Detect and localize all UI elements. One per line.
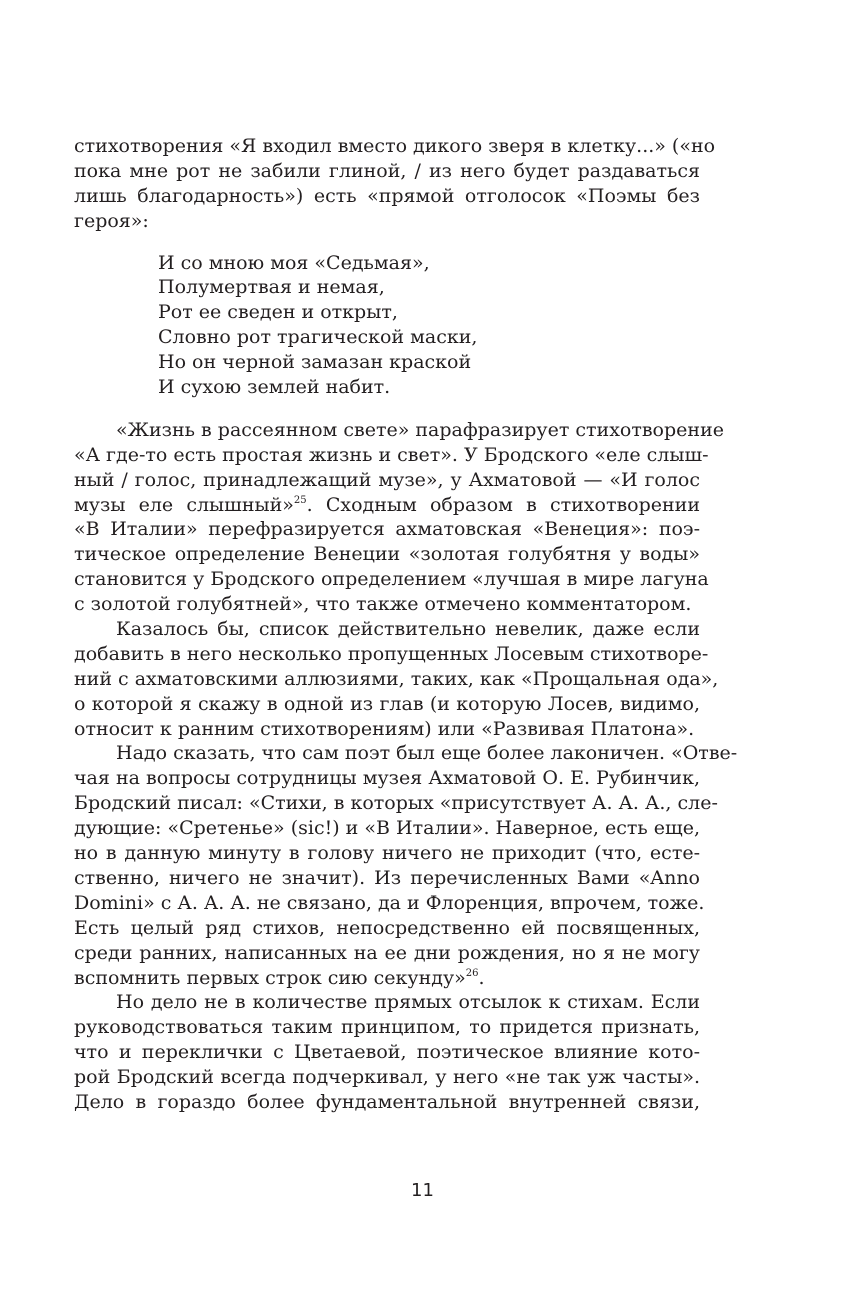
verse-line: Но он черной замазан краской	[158, 351, 472, 374]
verse-line: Рот ее сведен и открыт,	[158, 301, 398, 324]
text-line: героя»:	[74, 209, 149, 232]
text-line: «А где-то есть простая жизнь и свет». У Бродского «еле слыш-	[74, 443, 709, 466]
paragraph-1	[74, 134, 716, 234]
text-line: Есть целый ряд стихов, непосредственно ей посвященных,	[74, 916, 700, 939]
text-segment: . Сходным образом в стихотворении	[306, 493, 700, 516]
text-line: добавить в него несколько пропущенных Лосевым стихотворе-	[74, 642, 709, 665]
text-line: стихотворения «Я входил вместо дикого зверя в клетку...» («но	[74, 135, 716, 157]
text-segment: .	[478, 966, 485, 989]
text-line: чая на вопросы сотрудницы музея Ахматовой О. Е. Рубинчик,	[74, 767, 700, 790]
text-line: ный / голос, принадлежащий музе», у Ахматовой — «И голос	[74, 468, 700, 491]
text-line: ственно, ничего не значит). Из перечисленных Вами «Anno	[74, 866, 700, 889]
footnote-ref-26: 26	[465, 967, 479, 979]
text-line: Domini» с А. А. А. не связано, да и Флоренция, впрочем, тоже.	[74, 891, 705, 914]
page-number: 11	[411, 1180, 434, 1201]
paragraph-2	[74, 418, 724, 617]
paragraph-4	[74, 741, 738, 990]
text-line: Дело в гораздо более фундаментальной внутренней связи,	[74, 1090, 700, 1113]
verse-quote	[74, 251, 700, 400]
text-line: Но дело не в количестве прямых отсылок к стихам. Если	[116, 991, 700, 1014]
text-line: что и переклички с Цветаевой, поэтическое влияние кото-	[74, 1041, 700, 1064]
text-line: но в данную минуту в голову ничего не приходит (что, есте-	[74, 842, 700, 865]
footnote-ref-25: 25	[293, 494, 307, 506]
page-body	[74, 134, 738, 1115]
text-line: руководствоваться таким принципом, то придется признать,	[74, 1016, 700, 1039]
text-line: среди ранних, написанных на ее дни рождения, но я не могу	[74, 941, 700, 964]
verse-line: И сухою землей набит.	[158, 376, 391, 399]
text-line: Бродский писал: «Стихи, в которых «присутствует А. А. А., сле-	[74, 792, 718, 815]
text-line: Надо сказать, что сам поэт был еще более лаконичен. «Отве-	[116, 742, 738, 765]
verse-line: Словно рот трагической маски,	[158, 326, 478, 349]
text-line: «В Италии» перефразируется ахматовская «Венеция»: поэ-	[74, 518, 700, 541]
text-segment: музы еле слышный»	[74, 493, 294, 516]
text-line: пока мне рот не забили глиной, / из него будет раздаваться	[74, 159, 700, 182]
verse-line: И со мною моя «Седьмая»,	[158, 251, 430, 274]
paragraph-3	[74, 617, 719, 741]
text-line: тическое определение Венеции «золотая голубятня у воды»	[74, 543, 700, 566]
text-line: относит к ранним стихотворениям) или «Развивая Платона».	[74, 717, 695, 740]
verse-line: Полумертвая и немая,	[158, 276, 385, 299]
text-line: становится у Бродского определением «лучшая в мире лагуна	[74, 568, 709, 591]
text-line-with-footnote	[74, 966, 700, 991]
text-line: лишь благодарность») есть «прямой отголосок «Поэмы без	[74, 184, 700, 207]
text-line: дующие: «Сретенье» (sic!) и «В Италии». Наверное, есть еще,	[74, 817, 700, 840]
text-line: о которой я скажу в одной из глав (и которую Лосев, видимо,	[74, 692, 700, 715]
text-line: с золотой голубятней», что также отмечено комментатором.	[74, 593, 692, 616]
text-line: Казалось бы, список действительно невелик, даже если	[116, 618, 700, 641]
text-segment: вспомнить первых строк сию секунду»	[74, 966, 466, 989]
text-line-with-footnote	[74, 493, 700, 518]
paragraph-5	[74, 990, 700, 1114]
text-line: «Жизнь в рассеянном свете» парафразирует стихотворение	[116, 418, 724, 441]
text-line: рой Бродский всегда подчеркивал, у него «не так уж часты».	[74, 1066, 700, 1089]
text-line: ний с ахматовскими аллюзиями, таких, как «Прощальная ода»,	[74, 667, 719, 690]
